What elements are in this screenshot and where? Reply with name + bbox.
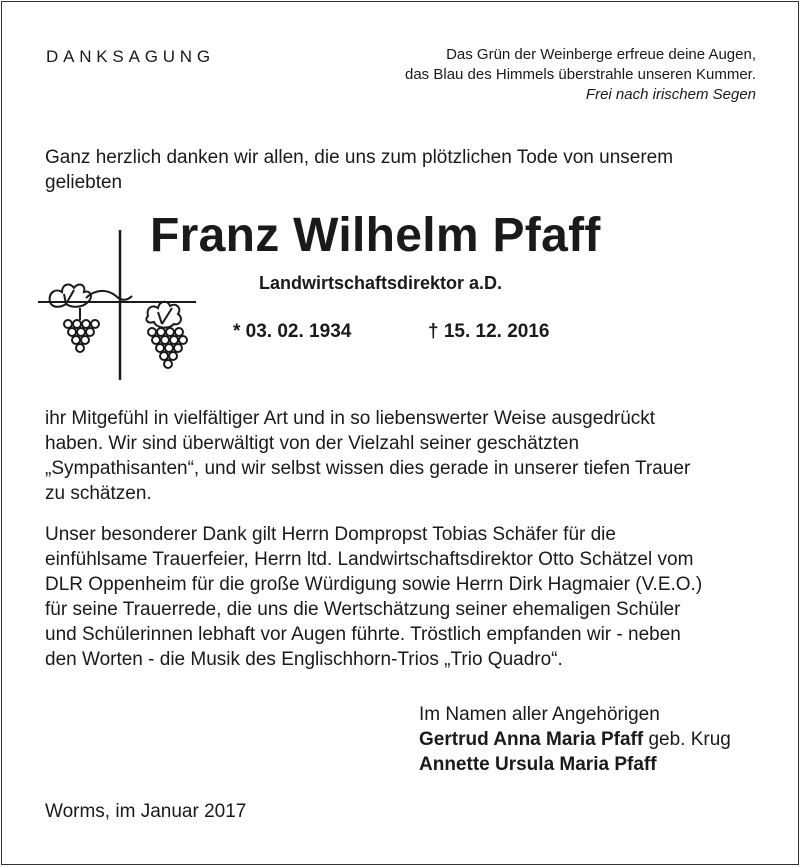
paragraph-line: ihr Mitgefühl in vielfältiger Art und in so liebenswerter Weise ausgedrückt [45, 408, 656, 429]
place-date: Worms, im Januar 2017 [45, 801, 247, 822]
motto-line: das Blau des Himmels überstrahle unseren Kummer. [405, 66, 756, 83]
deceased-name: Franz Wilhelm Pfaff [150, 209, 601, 262]
birth-date: * 03. 02. 1934 [233, 321, 352, 342]
signer-suffix: geb. Krug [643, 729, 731, 750]
intro-text [45, 145, 745, 195]
death-date: † 15. 12. 2016 [428, 321, 550, 342]
signer-name: Gertrud Anna Maria Pfaff [419, 729, 644, 750]
paragraph-line: Unser besonderer Dank gilt Herrn Dompropst Tobias Schäfer für die [45, 524, 616, 545]
notice-heading: DANKSAGUNG [46, 47, 215, 66]
paragraph-line: einfühlsame Trauerfeier, Herrn ltd. Landwirtschaftsdirektor Otto Schätzel vom [45, 549, 694, 570]
paragraph-line: „Sympathisanten“, und wir selbst wissen dies gerade in unserer tiefen Trauer [45, 458, 691, 479]
motto-line: Das Grün der Weinberge erfreue deine Augen, [446, 46, 756, 63]
special-thanks-paragraph [45, 522, 765, 672]
paragraph-line: den Worten - die Musik des Englischhorn-Trios „Trio Quadro“. [45, 649, 563, 670]
signer-line [419, 752, 731, 777]
motto-source: Frei nach irischem Segen [585, 86, 756, 103]
signer-line [419, 727, 731, 752]
intro-line: Ganz herzlich danken wir allen, die uns zum plötzlichen Tode von unserem [45, 147, 674, 168]
motto-block [405, 45, 756, 105]
paragraph-line: DLR Oppenheim für die große Würdigung sowie Herrn Dirk Hagmaier (V.E.O.) [45, 574, 703, 595]
intro-line: geliebten [45, 172, 123, 193]
signature-lead: Im Namen aller Angehörigen [419, 704, 660, 725]
signer-name: Annette Ursula Maria Pfaff [419, 754, 657, 775]
thanks-paragraph [45, 406, 765, 506]
paragraph-line: haben. Wir sind überwältigt von der Vielzahl seiner geschätzten [45, 433, 580, 454]
paragraph-line: für seine Trauerrede, die uns die Wertschätzung seiner ehemaligen Schüler [45, 599, 681, 620]
paragraph-line: zu schätzen. [45, 483, 152, 504]
signature-block [419, 702, 731, 777]
deceased-title: Landwirtschaftsdirektor a.D. [259, 273, 503, 293]
paragraph-line: und Schülerinnen lebhaft vor Augen führte. Tröstlich empfanden wir - neben [45, 624, 681, 645]
